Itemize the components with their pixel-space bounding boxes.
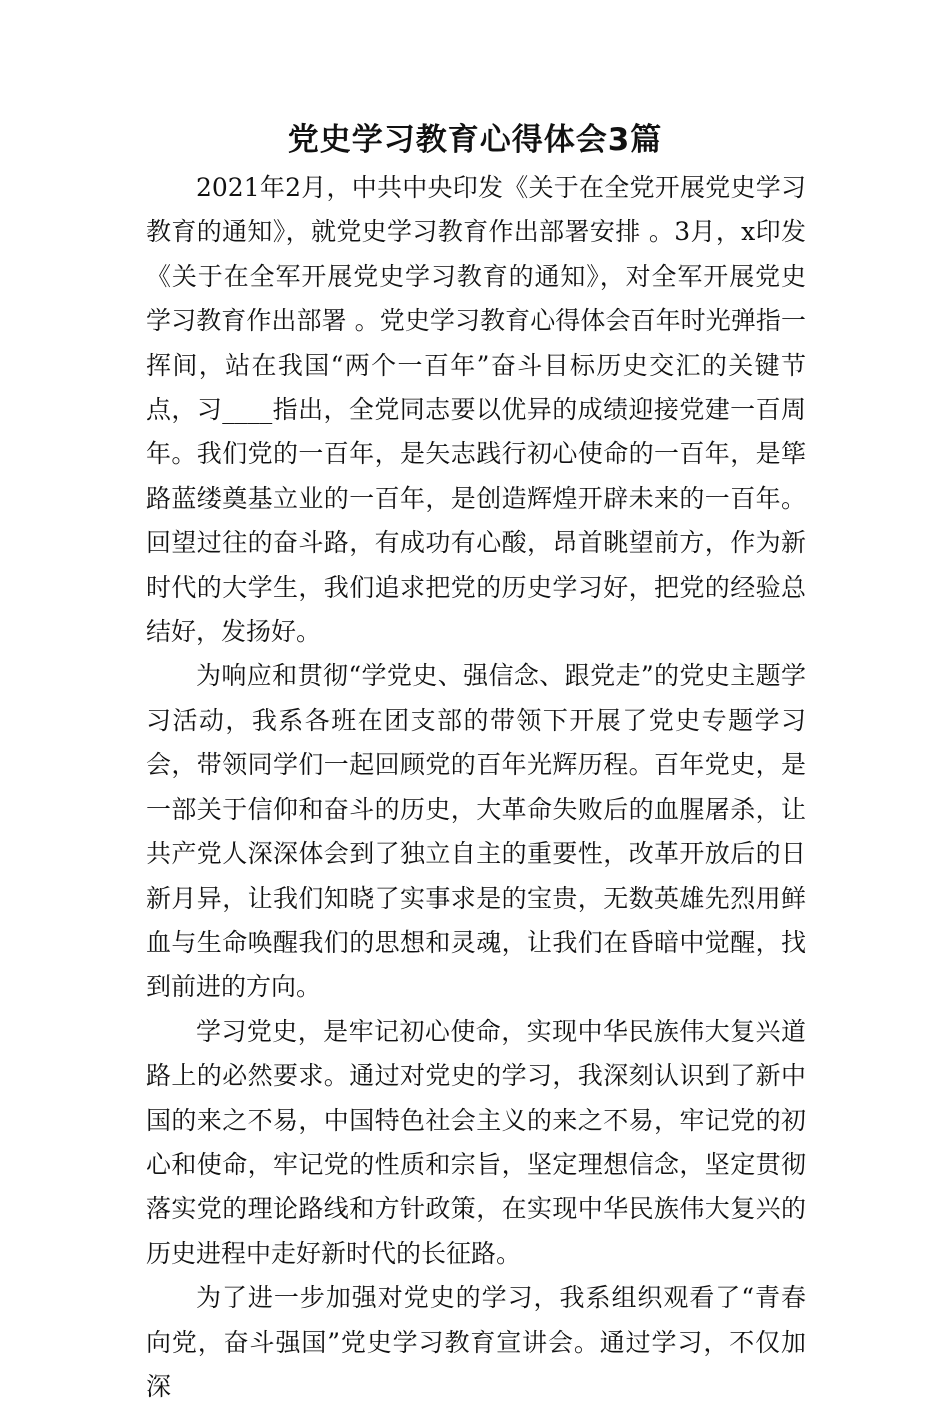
paragraph-3: 学习党史，是牢记初心使命，实现中华民族伟大复兴道路上的必然要求。通过对党史的学习，我深刻认识到了新中国的来之不易，中国特色社会主义的来之不易，牢记党的初心和使命，牢记党的性质和宗旨，坚定理想信念，坚定贯彻落实党的理论路线和方针政策，在实现中华民族伟大复兴的历史进程中走好新时代的长征路。 — [146, 1016, 806, 1268]
paragraph-2: 为响应和贯彻“学党史、强信念、跟党走”的党史主题学习活动，我系各班在团支部的带领下开展了党史专题学习会，带领同学们一起回顾党的百年光辉历程。百年党史，是一部关于信仰和奋斗的历史，大革命失败后的血腥屠杀，让共产党人深深体会到了独立自主的重要性，改革开放后的日新月异，让我们知晓了实事求是的宝贵，无数英雄先烈用鲜血与生命唤醒我们的思想和灵魂，让我们在昏暗中觉醒，找到前进的方向。 — [146, 661, 806, 1002]
paragraph-1: 2021年2月，中共中央印发《关于在全党开展党史学习教育的通知》，就党史学习教育作出部署安排 。3月，x印发《关于在全军开展党史学习教育的通知》，对全军开展党史学习教育作出部署 。党史学习教育心得体会百年时光弹指一挥间，站在我国“两个一百年”奋斗目标历史交汇的关键节点，习____指出，全党同志要以优异的成绩迎接党建一百周年。我们党的一百年，是矢志践行初心使命的一百年，是筚路蓝缕奠基立业的一百年，是创造辉煌开辟未来的一百年。回望过往的奋斗路，有成功有心酸，昂首眺望前方，作为新时代的大学生，我们追求把党的历史学习好，把党的经验总结好，发扬好。 — [146, 173, 806, 647]
document-title: 党史学习教育心得体会3篇 — [287, 122, 663, 158]
paragraph-4: 为了进一步加强对党史的学习，我系组织观看了“青春向党，奋斗强国”党史学习教育宣讲会。通过学习，不仅加深 — [146, 1283, 806, 1401]
document-body — [146, 166, 806, 1409]
